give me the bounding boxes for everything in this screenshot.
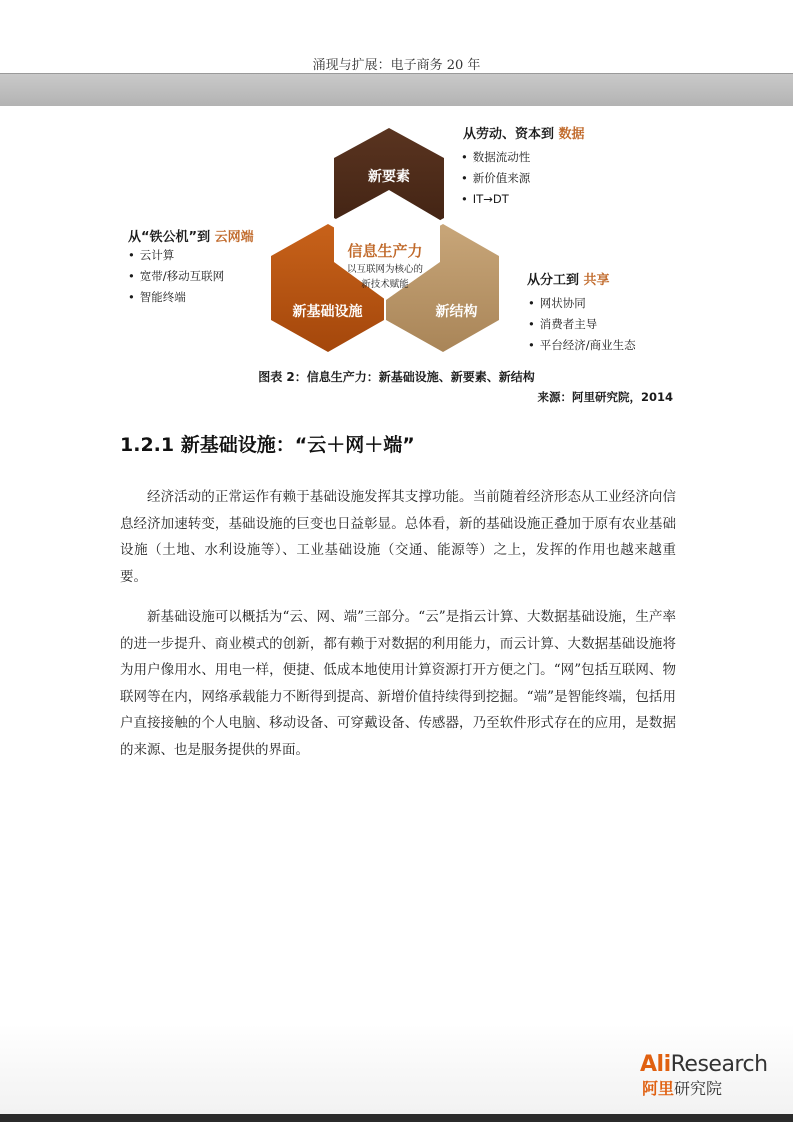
top-group-label-prefix: 从劳动、资本到 (463, 127, 559, 142)
left-group-label-accent: 云网端 (214, 230, 254, 245)
list-item: • 新价值来源 (461, 168, 530, 189)
list-item: • 云计算 (128, 245, 224, 266)
right-group-bullets (528, 293, 636, 356)
figure-source: 来源：阿里研究院，2014 (537, 390, 673, 404)
hexagon-diagram-graphic (0, 0, 793, 380)
right-group-label-prefix: 从分工到 (527, 273, 584, 288)
list-item: • IT→DT (461, 189, 530, 210)
list-item: • 网状协同 (528, 293, 636, 314)
center-subtitle (330, 262, 440, 292)
logo-research-text: Research (670, 1052, 768, 1077)
list-item: • 数据流动性 (461, 147, 530, 168)
center-subtitle-line-1: 以互联网为核心的 (346, 264, 423, 275)
section-heading: 1.2.1 新基础设施：“云＋网＋端” (120, 434, 415, 456)
top-group-label-accent: 数据 (558, 127, 585, 142)
left-group-label (128, 226, 254, 245)
hex-top-label: 新要素 (368, 169, 410, 185)
top-group-bullets (461, 147, 530, 210)
aliresearch-logo-cn (642, 1076, 722, 1099)
list-item: • 智能终端 (128, 287, 224, 308)
running-header: 涌现与扩展：电子商务 20 年 (312, 58, 481, 73)
info-productivity-diagram (0, 0, 793, 380)
list-item: • 消费者主导 (528, 314, 636, 335)
list-item: • 平台经济/商业生态 (528, 335, 636, 356)
footer-bar (0, 1114, 793, 1122)
top-group-label (463, 123, 585, 142)
center-title: 信息生产力 (347, 242, 423, 260)
hex-right-label: 新结构 (435, 304, 478, 320)
right-group-label-accent: 共享 (583, 273, 610, 288)
aliresearch-logo (640, 1052, 768, 1077)
center-subtitle-line-2: 新技术赋能 (361, 279, 409, 290)
list-item: • 宽带/移动互联网 (128, 266, 224, 287)
body-paragraph-1: 经济活动的正常运作有赖于基础设施发挥其支撑功能。当前随着经济形态从工业经济向信息经济加速转变，基础设施的巨变也日益彰显。总体看，新的基础设施正叠加于原有农业基础设施（土地、水利设施等）、工业基础设施（交通、能源等）之上，发挥的作用也越来越重要。 (120, 489, 676, 585)
logo-ali-text: Ali (640, 1052, 671, 1077)
body-paragraph-2: 新基础设施可以概括为“云、网、端”三部分。“云”是指云计算、大数据基础设施，生产率的进一步提升、商业模式的创新，都有赖于对数据的利用能力，而云计算、大数据基础设施将为用户像用水、用电一样，便捷、低成本地使用计算资源打开方便之门。“网”包括互联网、物联网等在内，网络承载能力不断得到提高、新增价值持续得到挖掘。“端”是智能终端，包括用户直接接触的个人电脑、移动设备、可穿戴设备、传感器，乃至软件形式存在的应用，是数据的来源、也是服务提供的界面。 (120, 609, 676, 758)
left-group-bullets (128, 245, 224, 308)
hex-left-label: 新基础设施 (292, 304, 363, 320)
left-group-label-prefix: 从“铁公机”到 (128, 230, 215, 245)
logo-ali-cn-text: 阿里 (642, 1079, 675, 1098)
right-group-label (527, 269, 610, 288)
logo-institute-text: 研究院 (674, 1079, 723, 1098)
figure-caption: 图表 2：信息生产力：新基础设施、新要素、新结构 (258, 370, 535, 384)
